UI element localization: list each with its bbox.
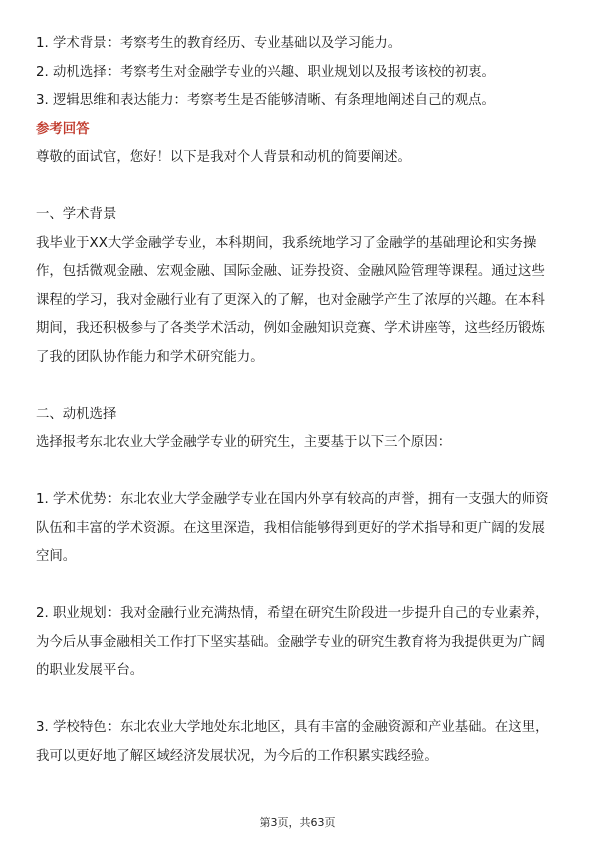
spacer (36, 173, 558, 202)
greeting-text: 尊敬的面试官，您好！以下是我对个人背景和动机的简要阐述。 (36, 150, 411, 165)
reason-item-3: 3. 学校特色：东北农业大学地处东北地区，具有丰富的金融资源和产业基础。在这里，我可以更好地了解区域经济发展状况，为今后的工作积累实践经验。 (36, 720, 549, 764)
reason-item-1: 1. 学术优势：东北农业大学金融学专业在国内外享有较高的声誉，拥有一支强大的师资队伍和丰富的学术资源。在这里深造，我相信能够得到更好的学术指导和更广阔的发展空间。 (36, 492, 549, 564)
section-intro-motivation: 选择报考东北农业大学金融学专业的研究生，主要基于以下三个原因： (36, 435, 452, 450)
reference-answer-heading: 参考回答 (36, 121, 90, 137)
spacer (36, 686, 558, 715)
spacer (36, 572, 558, 601)
section-body-academic: 我毕业于XX大学金融学专业，本科期间，我系统地学习了金融学的基础理论和实务操作，包括微观金融、宏观金融、国际金融、证券投资、金融风险管理等课程。通过这些课程的学习，我对金融行业有了更深入的了解，也对金融学产生了浓厚的兴趣。在本科期间，我还积极参与了各类学术活动，例如金融知识竞赛、学术讲座等，这些经历锻炼了我的团队协作能力和学术研究能力。 (36, 235, 545, 365)
section-title-motivation: 二、动机选择 (36, 406, 117, 422)
reason-item-2: 2. 职业规划：我对金融行业充满热情，希望在研究生阶段进一步提升自己的专业素养，为今后从事金融相关工作打下坚实基础。金融学专业的研究生教育将为我提供更为广阔的职业发展平台。 (36, 606, 549, 678)
page-number-footer: 第3页，共63页 (259, 816, 336, 829)
section-title-academic: 一、学术背景 (36, 207, 117, 222)
document-body (36, 30, 558, 771)
criteria-item-1: 1. 学术背景：考察考生的教育经历、专业基础以及学习能力。 (36, 36, 402, 51)
spacer (36, 458, 558, 487)
criteria-item-3: 3. 逻辑思维和表达能力：考察考生是否能够清晰、有条理地阐述自己的观点。 (36, 93, 495, 108)
spacer (36, 372, 558, 401)
criteria-item-2: 2. 动机选择：考察考生对金融学专业的兴趣、职业规划以及报考该校的初衷。 (36, 64, 495, 80)
